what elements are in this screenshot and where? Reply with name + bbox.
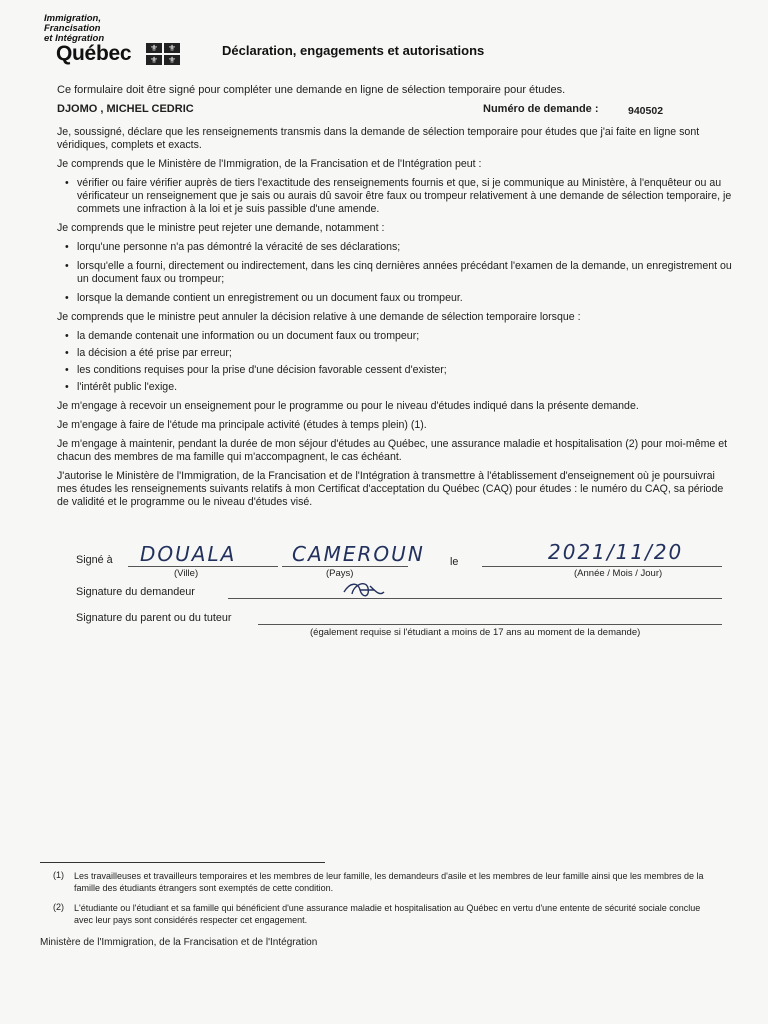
- logo-name: Québec: [56, 42, 132, 65]
- ministry-can-intro: Je comprends que le Ministère de l'Immigration, de la Francisation et de l'Intégration peut :: [57, 158, 482, 170]
- date-caption: (Année / Mois / Jour): [574, 568, 663, 579]
- footnote-1-text: Les travailleuses et travailleurs temporaires et les membres de leur famille, les demandeurs d'asile et les membres de leur famille ainsi que les membres de la famille des étudiants étrangers sont exemptés de cette condition.: [74, 871, 704, 893]
- list-item: • les conditions requises pour la prise d'une décision favorable cessent d'exister;: [77, 364, 737, 377]
- date-handwritten: 2021/11/20: [548, 540, 684, 564]
- form-title: Déclaration, engagements et autorisations: [222, 43, 485, 58]
- intro-text: Ce formulaire doit être signé pour compléter une demande en ligne de sélection temporaire pour études.: [57, 84, 566, 96]
- reject-intro: Je comprends que le ministre peut rejeter une demande, notamment :: [57, 222, 385, 234]
- fleur-de-lis-flag-icon: ⚜ ⚜ ⚜ ⚜: [146, 43, 180, 65]
- commitment-fulltime: Je m'engage à faire de l'étude ma principale activité (études à temps plein) (1).: [57, 419, 427, 431]
- list-item: • la demande contenait une information ou un document faux ou trompeur;: [77, 330, 737, 343]
- declaration-body: [57, 126, 737, 515]
- city-handwritten: DOUALA: [140, 542, 237, 566]
- logo-line-2: Francisation: [44, 23, 101, 34]
- page-footer: Ministère de l'Immigration, de la Francisation et de l'Intégration: [40, 937, 318, 948]
- commitment-insurance: Je m'engage à maintenir, pendant la durée de mon séjour d'études au Québec, une assurance maladie et hospitalisation (2) pour moi-même et chacun des membres de ma famille qui m'accompagnent, le cas échéant.: [57, 438, 728, 463]
- parent-signature-label: Signature du parent ou du tuteur: [76, 612, 232, 624]
- city-caption: (Ville): [174, 568, 199, 579]
- footnote-2-number: (2): [53, 902, 64, 912]
- logo-line-1: Immigration,: [44, 13, 102, 24]
- signed-at-label: Signé à: [76, 554, 113, 566]
- applicant-signature-line[interactable]: [228, 598, 722, 599]
- cancel-intro: Je comprends que le ministre peut annuler la décision relative à une demande de sélection temporaire lorsque :: [57, 311, 581, 323]
- list-item: • vérifier ou faire vérifier auprès de tiers l'exactitude des renseignements fournis et que, si je communique au Ministère, à l'enquêteur ou au vérificateur un renseignement que je sais ou aurais dû savoir être faux ou trompeur relativement à une demande de sélection temporaire, je commets une infraction à la loi et je suis passible d'une amende.: [77, 177, 737, 216]
- logo-line-3: et Intégration: [44, 33, 105, 44]
- list-item: • lorqu'une personne n'a pas démontré la véracité de ses déclarations;: [77, 241, 737, 254]
- reject-list: [57, 241, 737, 305]
- country-handwritten: CAMEROUN: [292, 542, 425, 566]
- date-on-label: le: [450, 556, 459, 568]
- country-line[interactable]: [282, 566, 408, 567]
- ministry-can-list: [57, 177, 737, 216]
- declaration-paragraph: Je, soussigné, déclare que les renseignements transmis dans la demande de sélection temporaire pour études que j'ai faite en ligne sont véridiques, complets et exacts.: [57, 126, 700, 151]
- parent-signature-note: (également requise si l'étudiant a moins de 17 ans au moment de la demande): [310, 627, 641, 638]
- footnote-2-text: L'étudiante ou l'étudiant et sa famille qui bénéficient d'une assurance maladie et hospitalisation au Québec en vertu d'une entente de sécurité sociale conclue avec leur pays sont considérés respecter cet engagement.: [74, 903, 701, 925]
- applicant-signature-scribble: [340, 578, 390, 602]
- list-item: • lorsque la demande contient un enregistrement ou un document faux ou trompeur.: [77, 292, 737, 305]
- footnote-divider: [40, 862, 325, 863]
- parent-signature-line[interactable]: [258, 624, 722, 625]
- applicant-name: DJOMO , MICHEL CEDRIC: [57, 103, 194, 115]
- commitment-program: Je m'engage à recevoir un enseignement pour le programme ou pour le niveau d'études indiqué dans la présente demande.: [57, 400, 639, 412]
- request-number: 940502: [628, 105, 664, 117]
- city-line[interactable]: [128, 566, 278, 567]
- list-item: • l'intérêt public l'exige.: [77, 381, 737, 394]
- country-caption: (Pays): [326, 568, 354, 579]
- applicant-signature-label: Signature du demandeur: [76, 586, 195, 598]
- request-number-label: Numéro de demande :: [483, 103, 599, 115]
- footnote-1-number: (1): [53, 870, 64, 880]
- authorization-paragraph: J'autorise le Ministère de l'Immigration, de la Francisation et de l'Intégration à transmettre à l'établissement d'enseignement où je poursuivrai mes études les renseignements suivants relatifs à mon Certificat d'acceptation du Québec (CAQ) pour études : le numéro du CAQ, sa période de validité et le programme ou le niveau d'études visé.: [57, 470, 724, 508]
- quebec-logo: [44, 13, 204, 65]
- list-item: • la décision a été prise par erreur;: [77, 347, 737, 360]
- date-line[interactable]: [482, 566, 722, 567]
- cancel-list: [57, 330, 737, 394]
- list-item: • lorsqu'elle a fourni, directement ou indirectement, dans les cinq dernières années précédant l'examen de la demande, un enregistrement ou un document faux ou trompeur;: [77, 260, 737, 286]
